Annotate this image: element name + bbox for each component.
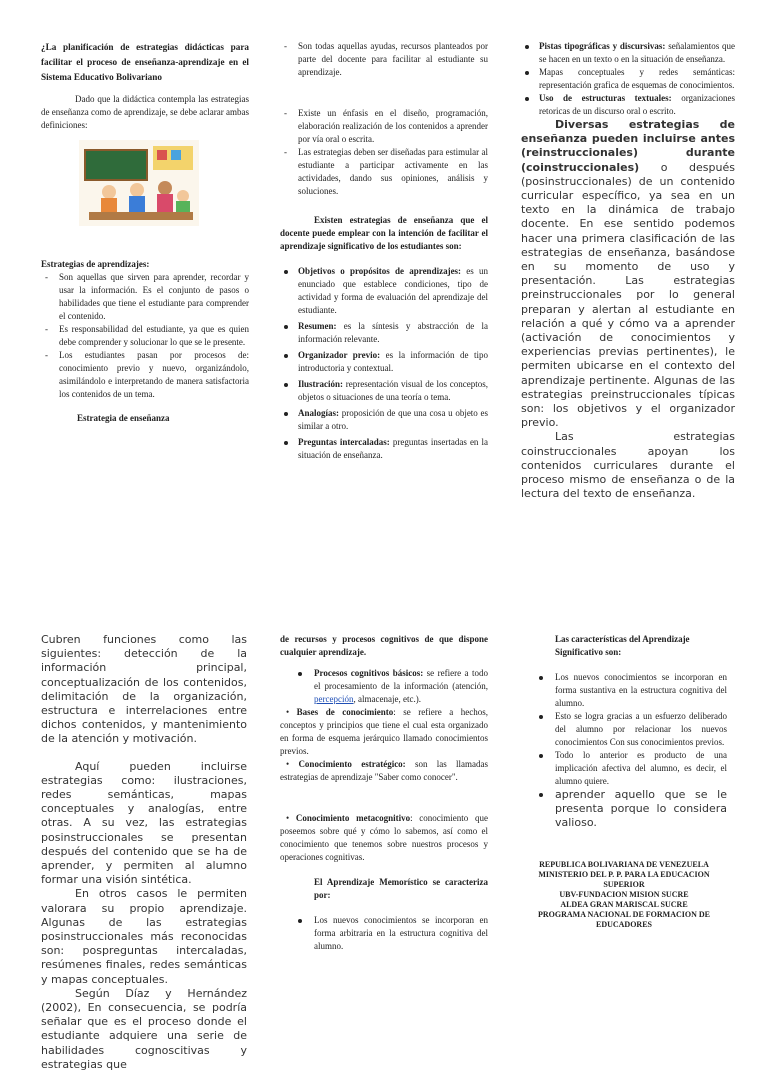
posinstruccionales-paragraph: Aquí pueden incluirse estrategias como: ilustraciones, redes semánticas, mapas conceptuales y analogías, entre otras. A su vez, las estrategias posinstruccionales se presentan después del contenido que se ha de aprender, y permiten al alumno formar una visión sintética. xyxy=(41,759,247,887)
list-item: Todo lo anterior es producto de una implicación afectiva del alumno, es decir, el alumno quiere. xyxy=(521,749,727,788)
list-item: - Existe un énfasis en el diseño, programación, elaboración realización de los contenidos a aprender por vía oral o escrita. xyxy=(280,107,488,146)
diaz-hernandez-paragraph: Según Díaz y Hernández (2002), En consecuencia, se podría señalar que es el proceso donde el estudiante adquiere una serie de habilidades cognoscitivas y estrategias que xyxy=(41,986,247,1071)
list-item: - Son todas aquellas ayudas, recursos planteados por parte del docente para facilitar al estudiante su aprendizaje. xyxy=(280,40,488,79)
aprendizaje-heading: Estrategias de aprendizajes: xyxy=(41,259,150,269)
cognitive-list xyxy=(280,667,488,706)
list-item: - Es responsabilidad del estudiante, ya que es quien debe comprender y solucionar lo que se le presente. xyxy=(41,323,249,349)
institution-block xyxy=(521,860,727,930)
panel-3 xyxy=(521,40,735,501)
list-item: Ilustración: representación visual de los conceptos, objetos o situaciones de una teoría o tema. xyxy=(280,378,488,404)
panel-6 xyxy=(521,633,727,930)
institution-line: REPUBLICA BOLIVARIANA DE VENEZUELA xyxy=(539,860,709,869)
funciones-paragraph: Cubren funciones como las siguientes: detección de la información principal, conceptualización de los contenidos, delimitación de la organización, estructura e interrelaciones entre dichos contenidos, y mantenimiento de la atención y motivación. xyxy=(41,633,247,746)
institution-line: UBV-FUNDACION MISION SUCRE xyxy=(559,890,689,899)
estrategico-paragraph: • Conocimiento estratégico: son las llamadas estrategias de aprendizaje "Saber como conocer". xyxy=(280,759,489,782)
list-item: Los nuevos conocimientos se incorporan en forma sustantiva en la estructura cognitiva del alumno. xyxy=(521,671,727,710)
coinstruccionales-paragraph: Las estrategias coinstruccionales apoyan los contenidos curriculares durante el proceso mismo de enseñanza o de la lectura del texto de enseñanza. xyxy=(521,430,735,501)
valorar-paragraph: En otros casos le permiten valorara su propio aprendizaje. Algunas de las estrategias posinstruccionales más reconocidas son: pospreguntas intercaladas, resúmenes finales, redes semánticas y mapas conceptuales. xyxy=(41,887,247,986)
memoristico-heading: El Aprendizaje Memorístico se caracteriza por: xyxy=(314,877,488,900)
bases-paragraph: • Bases de conocimiento: se refiere a hechos, conceptos y principios que tiene el cual esta organizado en forma de esquema jerárquico llamado conocimientos previos. xyxy=(280,707,488,756)
significativo-list xyxy=(521,671,727,830)
panel-4 xyxy=(41,633,247,1071)
list-item: Los nuevos conocimientos se incorporan en forma arbitraria en la estructura cognitiva del alumno. xyxy=(280,914,488,953)
list-item: Analogías: proposición de que una cosa u objeto es similar a otro. xyxy=(280,407,488,433)
list-item: Preguntas intercaladas: preguntas insertadas en la situación de enseñanza. xyxy=(280,436,488,462)
classroom-illustration xyxy=(79,140,199,226)
diversas-paragraph: Diversas estrategias de enseñanza pueden incluirse antes (reinstruccionales) durante (coinstruccionales) o después (posinstruccionales) de un contenido curricular específico, ya sea en un texto en la dinámica de trabajo docente. En ese sentido podemos hacer una primera clasificación de las estrategias de enseñanza, basándose en su momento de uso y presentación. Las estrategias preinstruccionales por lo general preparan y alertan al estudiante en relación a qué y cómo va a aprender (activación de conocimientos y experiencias previas pertinentes), le permiten ubicarse en el contexto del aprendizaje pertinente. Algunas de las estrategias preinstruccionales típicas son: los objetivos y el organizador previo. xyxy=(521,118,735,430)
brochure-title: ¿La planificación de estrategias didácticas para facilitar el proceso de enseñanza-aprendizaje en el Sistema Educativo Bolivariano xyxy=(41,42,249,82)
percepcion-link[interactable]: percepción xyxy=(314,694,354,704)
strategies-list xyxy=(280,265,488,462)
recursos-heading: de recursos y procesos cognitivos de que dispone cualquier aprendizaje. xyxy=(280,634,488,657)
existen-heading: Existen estrategias de enseñanza que el docente puede emplear con la intención de facilitar el aprendizaje significativo de los estudiantes son: xyxy=(280,215,488,251)
list-item: Objetivos o propósitos de aprendizajes: es un enunciado que establece condiciones, tipo de actividad y forma de evaluación del aprendizaje del estudiante. xyxy=(280,265,488,317)
institution-line: PROGRAMA NACIONAL DE FORMACION DE EDUCADORES xyxy=(538,910,710,929)
institution-line: ALDEA GRAN MARISCAL SUCRE xyxy=(560,900,688,909)
ensenanza-heading: Estrategia de enseñanza xyxy=(77,413,170,423)
list-item: Resumen: es la síntesis y abstracción de la información relevante. xyxy=(280,320,488,346)
list-item: Mapas conceptuales y redes semánticas: representación grafica de esquemas de conocimientos. xyxy=(521,66,735,92)
institution-line: MINISTERIO DEL P. P. PARA LA EDUCACION SUPERIOR xyxy=(538,870,710,889)
aprendizaje-list xyxy=(41,271,249,401)
list-item: Organizador previo: es la información de tipo introductoria y contextual. xyxy=(280,349,488,375)
strategies-list-continued xyxy=(521,40,735,118)
memoristico-list xyxy=(280,914,488,953)
metacognitivo-paragraph: • Conocimiento metacognitivo: conocimiento que poseemos sobre qué y cómo lo sabemos, así como el conocimiento que tenemos sobre nuestros procesos y operaciones cognitivas. xyxy=(280,813,488,862)
list-item: Esto se logra gracias a un esfuerzo deliberado del alumno por relacionar los nuevos conocimientos Con sus conocimientos previos. xyxy=(521,710,727,749)
list-item: aprender aquello que se le presenta porque lo considera valioso. xyxy=(521,788,727,830)
ensenanza-definition-list xyxy=(280,40,488,198)
panel-5 xyxy=(280,633,488,953)
panel-2 xyxy=(280,40,488,462)
significativo-heading: Las características del Aprendizaje Significativo son: xyxy=(555,634,690,657)
list-item: Procesos cognitivos básicos: se refiere a todo el procesamiento de la información (atención, percepción, almacenaje, etc.). xyxy=(280,667,488,706)
list-item: Uso de estructuras textuales: organizaciones retoricas de un discurso oral o escrito. xyxy=(521,92,735,118)
panel-1 xyxy=(41,40,249,425)
list-item: - Son aquellas que sirven para aprender, recordar y usar la información. Es el conjunto de pasos o habilidades que tiene el estudiante para comprender el contenido. xyxy=(41,271,249,323)
list-item: - Los estudiantes pasan por procesos de: conocimiento previo y nuevo, organizándolo, asimilándolo e interpretando de manera satisfactoria los contenidos de un tema. xyxy=(41,349,249,401)
intro-paragraph: Dado que la didáctica contempla las estrategias de enseñanza como de aprendizaje, se debe aclarar ambas definiciones: xyxy=(41,94,249,130)
list-item: Pistas tipográficas y discursivas: señalamientos que se hacen en un texto o en la situación de enseñanza. xyxy=(521,40,735,66)
list-item: - Las estrategias deben ser diseñadas para estimular al estudiante a participar activamente en las actividades, dando sus opiniones, análisis y soluciones. xyxy=(280,146,488,198)
